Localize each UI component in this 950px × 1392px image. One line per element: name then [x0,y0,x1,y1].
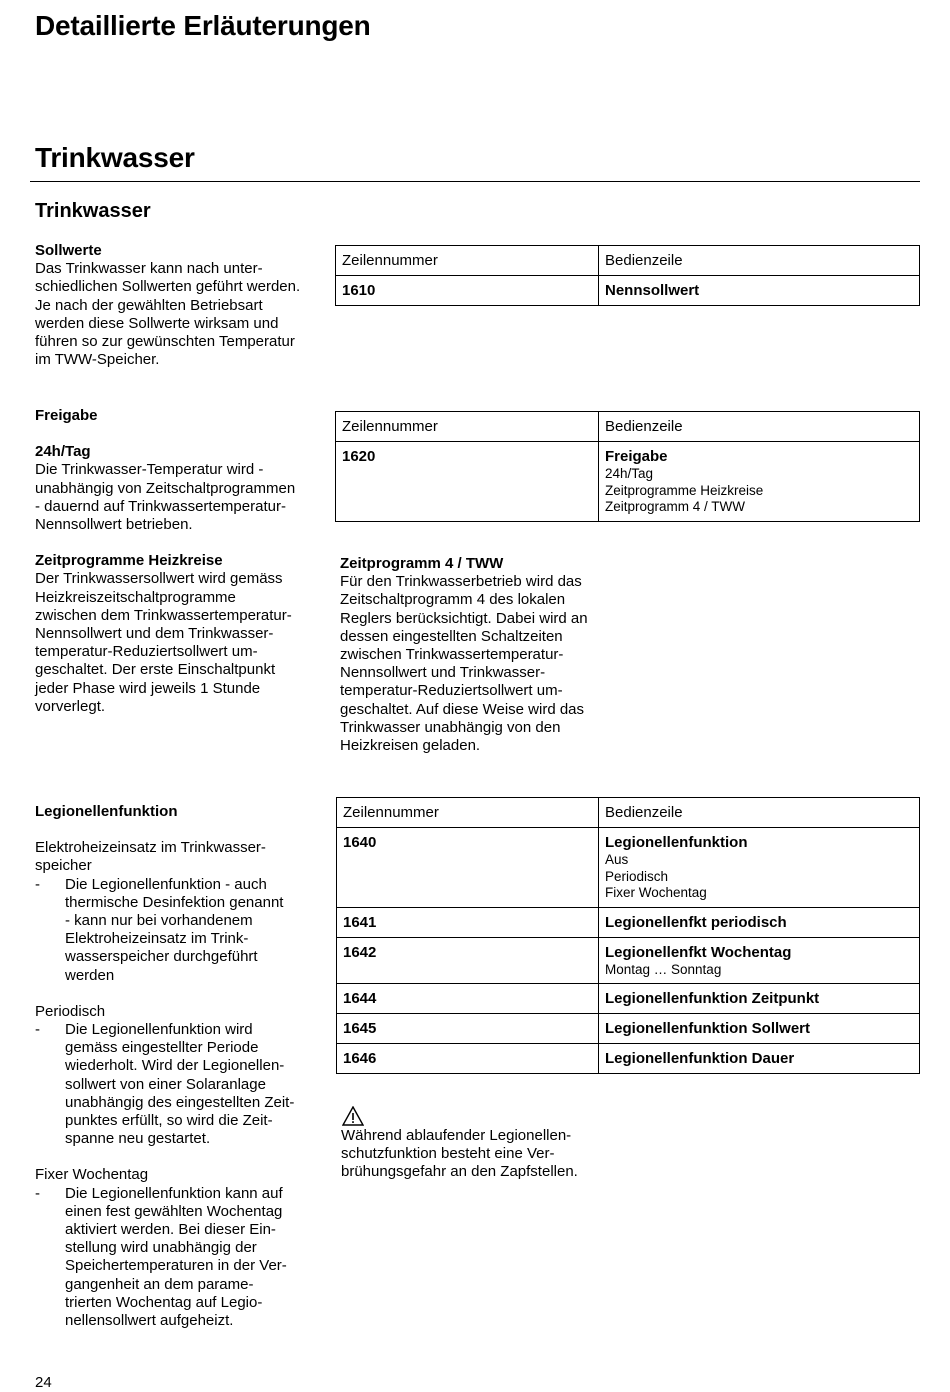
text-line: unabhängig von Zeitschaltprogrammen [35,479,296,497]
row-name-text: Legionellenfunktion Zeitpunkt [605,990,820,1007]
periodisch-bullet [35,1021,330,1148]
warning-text [341,1127,631,1182]
text-line: wiederholt. Wird der Legionellen- [65,1057,285,1075]
freigabe-block [35,407,330,716]
text-line: schutzfunktion besteht eine Ver- [341,1145,555,1163]
text-line: zwischen dem Trinkwassertemperatur- [35,606,292,624]
table-row [337,907,920,937]
text-line: wasserspeicher durchgeführt [65,948,258,966]
text-line: werden [65,966,115,984]
table-row [337,937,920,984]
text-line: Elektroheizeinsatz im Trink- [65,930,249,948]
text-line: punktes erfüllt, so wird die Zeit- [65,1112,273,1130]
section-divider [30,181,920,182]
freigabe-24h-text [35,461,330,534]
text-line: sollwert von einer Solaranlage [65,1075,266,1093]
text-line: Der Trinkwassersollwert wird gemäss [35,570,283,588]
text-line: Reglers berücksichtigt. Dabei wird an [340,609,588,627]
table-row [337,828,920,908]
text-line: aktiviert werden. Bei dieser Ein- [65,1221,276,1239]
text-line: Speichertemperaturen in der Ver- [65,1257,287,1275]
row-number: 1641 [337,907,599,937]
row-name [599,276,920,306]
table-header-col2: Bedienzeile [599,798,920,828]
text-line: - dauernd auf Trinkwassertemperatur- [35,497,286,515]
text-line: gemäss eingestellter Periode [65,1039,259,1057]
zeitprogramm-tww-text [340,573,630,755]
text-line: jeder Phase wird jeweils 1 Stunde [35,679,261,697]
zeitprogramm-tww-heading: Zeitprogramm 4 / TWW [340,555,504,572]
table-row [337,1044,920,1074]
freigabe-heizkreise-text [35,570,330,716]
text-line: Zeitschaltprogramm 4 des lokalen [340,591,566,609]
text-line: thermische Desinfektion genannt [65,893,284,911]
row-name [599,1014,920,1044]
text-line: einen fest gewählten Wochentag [65,1202,283,1220]
text-line: Heizkreisen geladen. [340,737,481,755]
text-line: unabhängig des eingestellten Zeit- [65,1093,295,1111]
text-line: brühungsgefahr an den Zapfstellen. [341,1163,578,1181]
section-title: Trinkwasser [35,142,195,173]
row-name-text: Legionellenfunktion Dauer [605,1050,795,1067]
sollwerte-heading: Sollwerte [35,242,102,259]
text-line: - Die Legionellenfunktion wird [65,1021,253,1039]
table-header-col2: Bedienzeile [599,412,920,442]
fixer-wochentag-bullet [35,1185,330,1331]
fixer-wochentag-heading: Fixer Wochentag [35,1166,149,1184]
text-line: Die Trinkwasser-Temperatur wird - [35,461,264,479]
text-line: Elektroheizeinsatz im Trinkwasser- [35,839,266,857]
text-line: Für den Trinkwasserbetrieb wird das [340,573,582,591]
row-number: 1620 [336,442,599,522]
row-number: 1642 [337,937,599,984]
text-line: spanne neu gestartet. [65,1130,211,1148]
row-option: Montag … Sonntag [605,961,722,977]
periodisch-heading: Periodisch [35,1002,106,1020]
row-name [599,828,920,908]
row-name [599,907,920,937]
legionellen-intro-bullet [35,876,330,985]
sollwerte-text [35,260,330,369]
row-name-text: Legionellenfkt Wochentag [605,943,792,961]
text-line: führen so zur gewünschten Temperatur [35,333,295,351]
table-row [336,276,920,306]
table-header-col1: Zeilennummer [336,412,599,442]
legionellen-block [35,803,330,1330]
row-name-text: Freigabe [605,448,668,465]
legionellen-heading: Legionellenfunktion [35,803,178,820]
row-number: 1640 [337,828,599,908]
row-name [599,984,920,1014]
text-line: Trinkwasser unabhängig von den [340,718,561,736]
table-sollwerte [335,245,920,306]
legionellen-intro-text [35,839,330,875]
text-line: zwischen Trinkwassertemperatur- [340,646,564,664]
row-name-text: Legionellenfunktion Sollwert [605,1020,811,1037]
row-number: 1646 [337,1044,599,1074]
row-option: 24h/Tag [605,466,654,481]
text-line: geschaltet. Der erste Einschaltpunkt [35,661,276,679]
text-line: Das Trinkwasser kann nach unter- [35,260,263,278]
text-line: im TWW-Speicher. [35,351,160,369]
table-header-row [336,412,920,442]
text-line: - Die Legionellenfunktion kann auf [65,1184,283,1202]
freigabe-heizkreise-heading: Zeitprogramme Heizkreise [35,552,223,570]
row-name [599,442,920,522]
row-name-text: Legionellenfunktion [605,834,748,851]
row-name-text: Legionellenfkt periodisch [605,913,787,931]
row-number: 1610 [336,276,599,306]
text-line: nellensollwert aufgeheizt. [65,1312,234,1330]
sollwerte-block [35,242,330,369]
table-row [336,442,920,522]
freigabe-24h-heading: 24h/Tag [35,443,91,461]
row-option: Aus [605,852,629,867]
table-header-row [337,798,920,828]
text-line: gangenheit an dem parame- [65,1275,254,1293]
text-line: - kann nur bei vorhandenem [65,912,253,930]
text-line: - Die Legionellenfunktion - auch [65,875,267,893]
row-option: Fixer Wochentag [605,885,707,900]
text-line: vorverlegt. [35,697,106,715]
text-line: temperatur-Reduziertsollwert um- [35,643,258,661]
page-header-title: Detaillierte Erläuterungen [35,10,371,41]
row-name [599,1044,920,1074]
freigabe-heading: Freigabe [35,407,98,424]
text-line: speicher [35,857,92,875]
text-line: stellung wird unabhängig der [65,1239,257,1257]
text-line: trierten Wochentag auf Legio- [65,1293,263,1311]
text-line: Nennsollwert betrieben. [35,516,193,534]
text-line: Je nach der gewählten Betriebsart [35,296,263,314]
text-line: Während ablaufender Legionellen- [341,1127,572,1144]
table-header-col1: Zeilennummer [337,798,599,828]
text-line: werden diese Sollwerte wirksam und [35,314,279,332]
text-line: Heizkreiszeitschaltprogramme [35,588,236,606]
row-option: Zeitprogramm 4 / TWW [605,499,746,514]
row-option: Periodisch [605,868,669,884]
text-line: Nennsollwert und Trinkwasser- [340,664,546,682]
page-number: 24 [35,1374,52,1391]
text-line: temperatur-Reduziertsollwert um- [340,682,563,700]
row-option: Zeitprogramme Heizkreise [605,482,764,498]
text-line: Nennsollwert und dem Trinkwasser- [35,625,274,643]
text-line: geschaltet. Auf diese Weise wird das [340,700,585,718]
section-subtitle: Trinkwasser [35,200,151,222]
row-name-text: Nennsollwert [605,282,700,299]
table-header-col1: Zeilennummer [336,246,599,276]
table-header-col2: Bedienzeile [599,246,920,276]
table-row [337,984,920,1014]
text-line: schiedlichen Sollwerten geführt werden. [35,278,301,296]
row-name [599,937,920,984]
text-line: dessen eingestellten Schaltzeiten [340,627,563,645]
row-number: 1645 [337,1014,599,1044]
table-freigabe [335,411,920,522]
zeitprogramm-tww-block [340,555,630,755]
row-number: 1644 [337,984,599,1014]
table-row [337,1014,920,1044]
table-header-row [336,246,920,276]
table-legionellen [336,797,920,1074]
